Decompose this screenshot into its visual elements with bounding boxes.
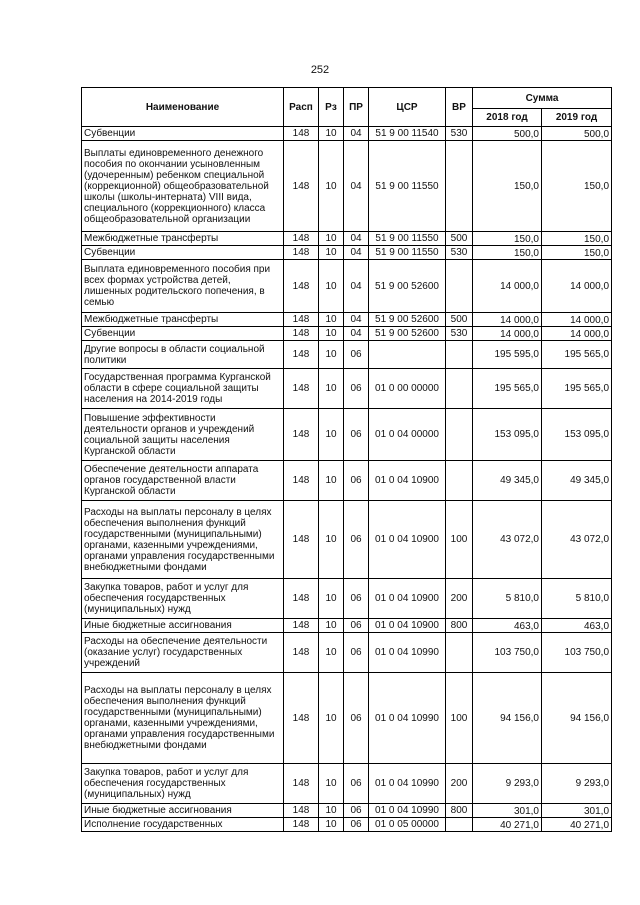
header-sum: Сумма	[473, 88, 612, 109]
row-vr: 530	[446, 127, 473, 141]
row-pr: 04	[344, 141, 369, 232]
table-row	[82, 127, 612, 141]
row-rasp: 148	[284, 369, 319, 409]
row-rz: 10	[319, 327, 344, 341]
row-sum-2018: 195 565,0	[473, 369, 542, 409]
row-csr: 51 9 00 11550	[369, 246, 446, 260]
row-pr: 04	[344, 260, 369, 313]
row-vr: 800	[446, 619, 473, 633]
row-rz: 10	[319, 369, 344, 409]
row-csr: 01 0 05 00000	[369, 818, 446, 832]
row-csr: 51 9 00 11550	[369, 141, 446, 232]
row-rasp: 148	[284, 260, 319, 313]
header-csr: ЦСР	[369, 88, 446, 127]
row-pr: 06	[344, 633, 369, 673]
row-vr: 500	[446, 232, 473, 246]
row-rz: 10	[319, 461, 344, 501]
row-sum-2018: 5 810,0	[473, 579, 542, 619]
table-row	[82, 313, 612, 327]
row-name: Повышение эффективности деятельности органов и учреждений социальной защиты населения Курганской области	[82, 409, 284, 461]
row-name: Выплата единовременного пособия при всех формах устройства детей, лишенных родительского попечения, в семью	[82, 260, 284, 313]
table-row	[82, 579, 612, 619]
row-csr: 51 9 00 11550	[369, 232, 446, 246]
row-sum-2018: 14 000,0	[473, 313, 542, 327]
row-sum-2019: 43 072,0	[542, 501, 612, 579]
row-sum-2018: 150,0	[473, 246, 542, 260]
row-sum-2019: 195 565,0	[542, 369, 612, 409]
row-vr	[446, 260, 473, 313]
row-sum-2018: 14 000,0	[473, 327, 542, 341]
row-name: Закупка товаров, работ и услуг для обеспечения государственных (муниципальных) нужд	[82, 764, 284, 804]
row-rz: 10	[319, 501, 344, 579]
row-name: Другие вопросы в области социальной политики	[82, 341, 284, 369]
row-vr: 800	[446, 804, 473, 818]
row-rz: 10	[319, 260, 344, 313]
row-pr: 06	[344, 501, 369, 579]
header-rz: Рз	[319, 88, 344, 127]
row-sum-2018: 103 750,0	[473, 633, 542, 673]
row-csr: 01 0 04 00000	[369, 409, 446, 461]
table-row	[82, 818, 612, 832]
row-rz: 10	[319, 673, 344, 764]
header-pr: ПР	[344, 88, 369, 127]
row-rz: 10	[319, 409, 344, 461]
table-row	[82, 260, 612, 313]
row-sum-2019: 301,0	[542, 804, 612, 818]
row-rasp: 148	[284, 764, 319, 804]
row-name: Исполнение государственных	[82, 818, 284, 832]
row-csr: 01 0 04 10900	[369, 579, 446, 619]
row-pr: 06	[344, 369, 369, 409]
row-vr	[446, 341, 473, 369]
row-csr: 01 0 04 10990	[369, 633, 446, 673]
table-row	[82, 232, 612, 246]
row-sum-2019: 14 000,0	[542, 313, 612, 327]
header-2019: 2019 год	[542, 109, 612, 127]
table-row	[82, 341, 612, 369]
row-csr: 51 9 00 52600	[369, 327, 446, 341]
row-name: Государственная программа Курганской области в сфере социальной защиты населения на 2014-2019 годы	[82, 369, 284, 409]
row-rasp: 148	[284, 501, 319, 579]
row-pr: 06	[344, 619, 369, 633]
row-sum-2019: 150,0	[542, 141, 612, 232]
row-rasp: 148	[284, 461, 319, 501]
row-pr: 06	[344, 409, 369, 461]
row-rasp: 148	[284, 633, 319, 673]
row-sum-2019: 195 565,0	[542, 341, 612, 369]
table-row	[82, 409, 612, 461]
header-rasp: Расп	[284, 88, 319, 127]
row-rasp: 148	[284, 246, 319, 260]
row-rz: 10	[319, 764, 344, 804]
row-sum-2019: 500,0	[542, 127, 612, 141]
row-vr: 500	[446, 313, 473, 327]
row-name: Субвенции	[82, 327, 284, 341]
row-rz: 10	[319, 633, 344, 673]
budget-table	[81, 87, 612, 832]
row-vr: 100	[446, 501, 473, 579]
row-rasp: 148	[284, 313, 319, 327]
table-row	[82, 619, 612, 633]
row-pr: 04	[344, 127, 369, 141]
row-vr: 530	[446, 327, 473, 341]
row-rz: 10	[319, 232, 344, 246]
row-sum-2019: 153 095,0	[542, 409, 612, 461]
row-name: Субвенции	[82, 246, 284, 260]
table-row	[82, 461, 612, 501]
row-rz: 10	[319, 804, 344, 818]
row-rz: 10	[319, 127, 344, 141]
row-vr: 200	[446, 764, 473, 804]
row-pr: 06	[344, 818, 369, 832]
row-sum-2019: 49 345,0	[542, 461, 612, 501]
row-sum-2019: 5 810,0	[542, 579, 612, 619]
table-row	[82, 501, 612, 579]
row-rasp: 148	[284, 341, 319, 369]
row-vr: 200	[446, 579, 473, 619]
row-rasp: 148	[284, 619, 319, 633]
row-sum-2018: 195 595,0	[473, 341, 542, 369]
header-2018: 2018 год	[473, 109, 542, 127]
row-sum-2019: 103 750,0	[542, 633, 612, 673]
row-rz: 10	[319, 313, 344, 327]
row-sum-2018: 94 156,0	[473, 673, 542, 764]
header-name: Наименование	[82, 88, 284, 127]
row-vr	[446, 633, 473, 673]
row-pr: 04	[344, 246, 369, 260]
row-vr	[446, 461, 473, 501]
table-row	[82, 246, 612, 260]
table-row	[82, 673, 612, 764]
row-csr: 01 0 04 10900	[369, 619, 446, 633]
row-rasp: 148	[284, 127, 319, 141]
row-name: Субвенции	[82, 127, 284, 141]
row-rz: 10	[319, 341, 344, 369]
table-row	[82, 369, 612, 409]
row-csr: 51 9 00 52600	[369, 313, 446, 327]
row-pr: 04	[344, 313, 369, 327]
row-sum-2019: 463,0	[542, 619, 612, 633]
table-row	[82, 141, 612, 232]
row-csr: 01 0 04 10990	[369, 764, 446, 804]
row-sum-2018: 500,0	[473, 127, 542, 141]
row-sum-2018: 40 271,0	[473, 818, 542, 832]
table-row	[82, 804, 612, 818]
row-pr: 06	[344, 673, 369, 764]
row-rasp: 148	[284, 141, 319, 232]
row-name: Закупка товаров, работ и услуг для обеспечения государственных (муниципальных) нужд	[82, 579, 284, 619]
row-csr: 51 9 00 11540	[369, 127, 446, 141]
row-rasp: 148	[284, 804, 319, 818]
page-number: 252	[310, 64, 330, 76]
table-row	[82, 633, 612, 673]
row-csr: 01 0 00 00000	[369, 369, 446, 409]
table-row	[82, 327, 612, 341]
row-sum-2018: 150,0	[473, 141, 542, 232]
row-rasp: 148	[284, 579, 319, 619]
row-sum-2019: 40 271,0	[542, 818, 612, 832]
row-sum-2018: 9 293,0	[473, 764, 542, 804]
table-row	[82, 764, 612, 804]
row-rz: 10	[319, 141, 344, 232]
row-sum-2018: 463,0	[473, 619, 542, 633]
row-csr	[369, 341, 446, 369]
row-sum-2019: 14 000,0	[542, 260, 612, 313]
header-vr: ВР	[446, 88, 473, 127]
row-name: Иные бюджетные ассигнования	[82, 804, 284, 818]
row-sum-2019: 94 156,0	[542, 673, 612, 764]
row-name: Выплаты единовременного денежного пособия по окончании усыновленным (удочеренным) ребенком специальной (коррекционной) общеобразовательной школы (школы-интерната) VIII вида, специального (коррекционного) класса общеобразовательной организации	[82, 141, 284, 232]
row-sum-2018: 150,0	[473, 232, 542, 246]
row-csr: 01 0 04 10900	[369, 461, 446, 501]
row-csr: 51 9 00 52600	[369, 260, 446, 313]
row-csr: 01 0 04 10990	[369, 673, 446, 764]
row-rz: 10	[319, 246, 344, 260]
row-name: Расходы на обеспечение деятельности (оказание услуг) государственных учреждений	[82, 633, 284, 673]
row-vr	[446, 141, 473, 232]
row-sum-2018: 153 095,0	[473, 409, 542, 461]
row-rasp: 148	[284, 327, 319, 341]
row-pr: 06	[344, 579, 369, 619]
row-sum-2019: 9 293,0	[542, 764, 612, 804]
row-csr: 01 0 04 10900	[369, 501, 446, 579]
row-rz: 10	[319, 818, 344, 832]
row-sum-2018: 14 000,0	[473, 260, 542, 313]
row-name: Межбюджетные трансферты	[82, 232, 284, 246]
row-vr	[446, 409, 473, 461]
row-sum-2018: 301,0	[473, 804, 542, 818]
row-pr: 06	[344, 764, 369, 804]
row-vr: 100	[446, 673, 473, 764]
row-rz: 10	[319, 579, 344, 619]
row-rasp: 148	[284, 673, 319, 764]
row-rasp: 148	[284, 409, 319, 461]
row-vr	[446, 818, 473, 832]
row-name: Расходы на выплаты персоналу в целях обеспечения выполнения функций государственными (муниципальными) органами, казенными учреждениями, органами управления государственными внебюджетными фондами	[82, 501, 284, 579]
row-name: Иные бюджетные ассигнования	[82, 619, 284, 633]
row-name: Расходы на выплаты персоналу в целях обеспечения выполнения функций государственными (муниципальными) органами, казенными учреждениями, органами управления государственными внебюджетными фондами	[82, 673, 284, 764]
row-pr: 04	[344, 232, 369, 246]
row-pr: 06	[344, 804, 369, 818]
row-vr	[446, 369, 473, 409]
row-sum-2019: 150,0	[542, 232, 612, 246]
row-sum-2018: 43 072,0	[473, 501, 542, 579]
row-rasp: 148	[284, 818, 319, 832]
row-pr: 06	[344, 341, 369, 369]
row-rz: 10	[319, 619, 344, 633]
row-pr: 06	[344, 461, 369, 501]
row-pr: 04	[344, 327, 369, 341]
row-name: Межбюджетные трансферты	[82, 313, 284, 327]
row-name: Обеспечение деятельности аппарата органов государственной власти Курганской области	[82, 461, 284, 501]
row-sum-2018: 49 345,0	[473, 461, 542, 501]
row-sum-2019: 150,0	[542, 246, 612, 260]
row-sum-2019: 14 000,0	[542, 327, 612, 341]
row-rasp: 148	[284, 232, 319, 246]
row-vr: 530	[446, 246, 473, 260]
row-csr: 01 0 04 10990	[369, 804, 446, 818]
